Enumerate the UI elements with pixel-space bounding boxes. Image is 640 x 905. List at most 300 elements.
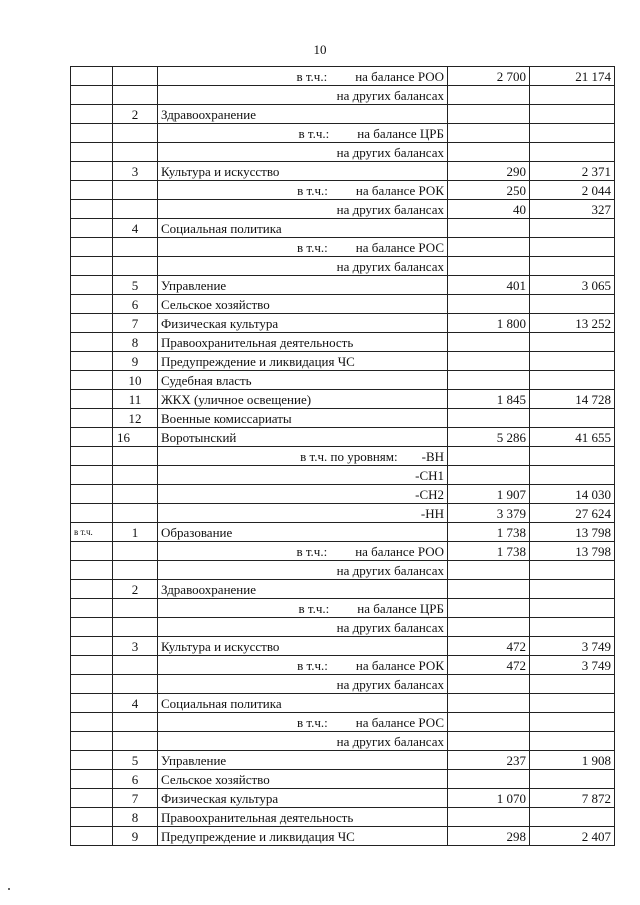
item-number-cell: 6 bbox=[113, 295, 158, 314]
item-label: Воротынский bbox=[161, 429, 237, 445]
item-label-cell bbox=[158, 618, 448, 637]
scope-cell bbox=[71, 314, 113, 333]
table-row bbox=[71, 276, 615, 295]
table-row bbox=[71, 561, 615, 580]
item-number-cell bbox=[113, 599, 158, 618]
item-label: Сельское хозяйство bbox=[161, 771, 270, 787]
table-row bbox=[71, 105, 615, 124]
subtotal-prefix: в т.ч.: bbox=[298, 600, 330, 616]
item-number-cell: 8 bbox=[113, 808, 158, 827]
item-number-cell bbox=[113, 561, 158, 580]
scope-cell bbox=[71, 637, 113, 656]
value-cell-1 bbox=[448, 295, 530, 314]
value-cell-2: 3 749 bbox=[530, 656, 615, 675]
item-label: Здравоохранение bbox=[161, 581, 256, 597]
scope-cell bbox=[71, 580, 113, 599]
item-number-cell: 3 bbox=[113, 637, 158, 656]
item-number-cell bbox=[113, 67, 158, 86]
scope-cell bbox=[71, 124, 113, 143]
value-cell-1 bbox=[448, 694, 530, 713]
item-number-cell bbox=[113, 257, 158, 276]
table-row bbox=[71, 67, 615, 86]
item-number-cell: 16 bbox=[113, 428, 158, 447]
item-label: Социальная политика bbox=[161, 695, 282, 711]
table-row bbox=[71, 485, 615, 504]
item-label-cell bbox=[158, 751, 448, 770]
table-row bbox=[71, 466, 615, 485]
scope-cell bbox=[71, 390, 113, 409]
item-number-cell bbox=[113, 181, 158, 200]
scope-cell bbox=[71, 770, 113, 789]
value-cell-2 bbox=[530, 466, 615, 485]
item-label-cell bbox=[158, 276, 448, 295]
subtotal-prefix: в т.ч.: bbox=[297, 182, 328, 198]
scope-cell bbox=[71, 200, 113, 219]
value-cell-2 bbox=[530, 599, 615, 618]
value-cell-1: 1 070 bbox=[448, 789, 530, 808]
item-number-cell: 9 bbox=[113, 827, 158, 846]
item-label-cell bbox=[158, 713, 448, 732]
table-row bbox=[71, 428, 615, 447]
table-row bbox=[71, 504, 615, 523]
value-cell-1 bbox=[448, 732, 530, 751]
item-number-cell bbox=[113, 656, 158, 675]
value-cell-2: 13 798 bbox=[530, 542, 615, 561]
value-cell-1 bbox=[448, 352, 530, 371]
item-number-cell: 4 bbox=[113, 219, 158, 238]
value-cell-1 bbox=[448, 466, 530, 485]
value-cell-2 bbox=[530, 580, 615, 599]
item-label: Военные комиссариаты bbox=[161, 410, 292, 426]
value-cell-2: 27 624 bbox=[530, 504, 615, 523]
value-cell-2: 21 174 bbox=[530, 67, 615, 86]
item-label: Управление bbox=[161, 752, 227, 768]
value-cell-2: 2 044 bbox=[530, 181, 615, 200]
value-cell-2: 2 371 bbox=[530, 162, 615, 181]
value-cell-1 bbox=[448, 105, 530, 124]
item-label: на балансе ЦРБ bbox=[357, 600, 444, 616]
value-cell-2 bbox=[530, 675, 615, 694]
value-cell-1 bbox=[448, 618, 530, 637]
value-cell-1: 250 bbox=[448, 181, 530, 200]
table-row bbox=[71, 143, 615, 162]
table-row bbox=[71, 314, 615, 333]
item-label-cell bbox=[158, 200, 448, 219]
item-label-cell bbox=[158, 447, 448, 466]
item-number-cell bbox=[113, 238, 158, 257]
table-row bbox=[71, 219, 615, 238]
item-label: на других балансах bbox=[336, 201, 444, 217]
value-cell-2: 1 908 bbox=[530, 751, 615, 770]
item-number-cell: 5 bbox=[113, 276, 158, 295]
item-number-cell bbox=[113, 143, 158, 162]
table-row bbox=[71, 808, 615, 827]
value-cell-1: 1 845 bbox=[448, 390, 530, 409]
value-cell-1 bbox=[448, 713, 530, 732]
item-label-cell bbox=[158, 675, 448, 694]
value-cell-1 bbox=[448, 561, 530, 580]
scope-cell bbox=[71, 181, 113, 200]
value-cell-1: 298 bbox=[448, 827, 530, 846]
item-label: Социальная политика bbox=[161, 220, 282, 236]
value-cell-2: 13 798 bbox=[530, 523, 615, 542]
item-label: Культура и искусство bbox=[161, 638, 280, 654]
item-label: -СН2 bbox=[415, 486, 444, 502]
scope-cell bbox=[71, 561, 113, 580]
item-label: на других балансах bbox=[336, 619, 444, 635]
scope-cell bbox=[71, 808, 113, 827]
item-label-cell bbox=[158, 485, 448, 504]
item-number-cell: 12 bbox=[113, 409, 158, 428]
table-row bbox=[71, 656, 615, 675]
subtotal-prefix: в т.ч.: bbox=[298, 125, 330, 141]
item-number-cell bbox=[113, 86, 158, 105]
item-label-cell bbox=[158, 86, 448, 105]
table-row bbox=[71, 618, 615, 637]
table-row bbox=[71, 371, 615, 390]
value-cell-1 bbox=[448, 257, 530, 276]
scope-cell bbox=[71, 219, 113, 238]
value-cell-1: 1 738 bbox=[448, 542, 530, 561]
scope-cell bbox=[71, 276, 113, 295]
item-number-cell: 11 bbox=[113, 390, 158, 409]
item-label: Правоохранительная деятельность bbox=[161, 334, 354, 350]
scope-cell bbox=[71, 485, 113, 504]
item-label-cell bbox=[158, 428, 448, 447]
value-cell-2 bbox=[530, 257, 615, 276]
item-label-cell bbox=[158, 656, 448, 675]
item-label-cell bbox=[158, 599, 448, 618]
table-row bbox=[71, 200, 615, 219]
item-label: на балансе РОК bbox=[355, 657, 444, 673]
item-number-cell bbox=[113, 485, 158, 504]
table-row bbox=[71, 789, 615, 808]
item-number-cell bbox=[113, 200, 158, 219]
scope-cell bbox=[71, 618, 113, 637]
value-cell-1: 40 bbox=[448, 200, 530, 219]
item-label: Сельское хозяйство bbox=[161, 296, 270, 312]
item-label: -ВН bbox=[421, 448, 444, 464]
scope-cell bbox=[71, 732, 113, 751]
table-row bbox=[71, 333, 615, 352]
item-label-cell bbox=[158, 732, 448, 751]
table-row bbox=[71, 751, 615, 770]
item-label-cell bbox=[158, 789, 448, 808]
table-row bbox=[71, 599, 615, 618]
scan-speck bbox=[8, 888, 10, 890]
scope-cell bbox=[71, 409, 113, 428]
value-cell-2 bbox=[530, 124, 615, 143]
item-label-cell bbox=[158, 333, 448, 352]
table-row bbox=[71, 827, 615, 846]
value-cell-1 bbox=[448, 447, 530, 466]
subtotal-prefix: в т.ч. по уровням: bbox=[300, 448, 398, 464]
value-cell-2 bbox=[530, 105, 615, 124]
value-cell-2 bbox=[530, 143, 615, 162]
value-cell-2 bbox=[530, 732, 615, 751]
item-label: Физическая культура bbox=[161, 315, 279, 331]
table-row bbox=[71, 523, 615, 542]
item-label-cell bbox=[158, 371, 448, 390]
value-cell-1 bbox=[448, 219, 530, 238]
scope-cell bbox=[71, 371, 113, 390]
value-cell-1 bbox=[448, 143, 530, 162]
item-number-cell: 5 bbox=[113, 751, 158, 770]
value-cell-1: 401 bbox=[448, 276, 530, 295]
item-label: на других балансах bbox=[336, 733, 444, 749]
item-label-cell bbox=[158, 352, 448, 371]
value-cell-2 bbox=[530, 409, 615, 428]
item-label-cell bbox=[158, 523, 448, 542]
value-cell-2 bbox=[530, 219, 615, 238]
item-label-cell bbox=[158, 105, 448, 124]
item-number-cell: 2 bbox=[113, 580, 158, 599]
item-number-cell bbox=[113, 713, 158, 732]
value-cell-2: 7 872 bbox=[530, 789, 615, 808]
scope-cell bbox=[71, 713, 113, 732]
value-cell-1: 237 bbox=[448, 751, 530, 770]
item-number-cell: 8 bbox=[113, 333, 158, 352]
item-label: на балансе РОС bbox=[355, 239, 444, 255]
value-cell-1 bbox=[448, 371, 530, 390]
item-label: Предупреждение и ликвидация ЧС bbox=[161, 353, 355, 369]
item-label-cell bbox=[158, 694, 448, 713]
item-label-cell bbox=[158, 238, 448, 257]
value-cell-1 bbox=[448, 86, 530, 105]
value-cell-2: 3 749 bbox=[530, 637, 615, 656]
item-label: Управление bbox=[161, 277, 227, 293]
subtotal-prefix: в т.ч.: bbox=[297, 657, 328, 673]
item-label-cell bbox=[158, 219, 448, 238]
item-label-cell bbox=[158, 162, 448, 181]
item-number-cell: 4 bbox=[113, 694, 158, 713]
value-cell-1: 472 bbox=[448, 637, 530, 656]
item-label-cell bbox=[158, 504, 448, 523]
value-cell-1: 3 379 bbox=[448, 504, 530, 523]
item-number-cell bbox=[113, 447, 158, 466]
table-row bbox=[71, 352, 615, 371]
table-row bbox=[71, 580, 615, 599]
value-cell-1 bbox=[448, 333, 530, 352]
item-label: на балансе РОО bbox=[355, 68, 444, 84]
scope-cell bbox=[71, 751, 113, 770]
subtotal-prefix: в т.ч.: bbox=[297, 714, 328, 730]
value-cell-2 bbox=[530, 561, 615, 580]
table-row bbox=[71, 295, 615, 314]
scope-cell bbox=[71, 67, 113, 86]
item-label-cell bbox=[158, 295, 448, 314]
table-row bbox=[71, 390, 615, 409]
item-label-cell bbox=[158, 390, 448, 409]
value-cell-2 bbox=[530, 371, 615, 390]
scope-cell bbox=[71, 428, 113, 447]
value-cell-2 bbox=[530, 238, 615, 257]
table-row bbox=[71, 770, 615, 789]
item-label: на других балансах bbox=[336, 258, 444, 274]
value-cell-2: 14 728 bbox=[530, 390, 615, 409]
value-cell-1: 1 800 bbox=[448, 314, 530, 333]
value-cell-1 bbox=[448, 124, 530, 143]
scope-cell bbox=[71, 675, 113, 694]
item-label: Судебная власть bbox=[161, 372, 252, 388]
item-label-cell bbox=[158, 561, 448, 580]
scope-cell bbox=[71, 542, 113, 561]
item-label: Правоохранительная деятельность bbox=[161, 809, 354, 825]
value-cell-2: 41 655 bbox=[530, 428, 615, 447]
value-cell-2: 3 065 bbox=[530, 276, 615, 295]
scope-cell bbox=[71, 295, 113, 314]
item-number-cell: 10 bbox=[113, 371, 158, 390]
scope-cell bbox=[71, 656, 113, 675]
scope-cell: в т.ч. bbox=[71, 523, 113, 542]
value-cell-2 bbox=[530, 618, 615, 637]
value-cell-2 bbox=[530, 713, 615, 732]
item-label-cell bbox=[158, 770, 448, 789]
scope-cell bbox=[71, 599, 113, 618]
item-label-cell bbox=[158, 181, 448, 200]
table-row bbox=[71, 162, 615, 181]
value-cell-1: 2 700 bbox=[448, 67, 530, 86]
page-number: 10 bbox=[313, 42, 327, 57]
item-number-cell bbox=[113, 675, 158, 694]
scope-cell bbox=[71, 105, 113, 124]
budget-table bbox=[70, 66, 615, 846]
item-number-cell: 3 bbox=[113, 162, 158, 181]
value-cell-1 bbox=[448, 675, 530, 694]
item-label-cell bbox=[158, 124, 448, 143]
item-label: -НН bbox=[420, 505, 444, 521]
item-number-cell: 7 bbox=[113, 314, 158, 333]
scope-cell bbox=[71, 162, 113, 181]
item-label: Здравоохранение bbox=[161, 106, 256, 122]
item-number-cell bbox=[113, 542, 158, 561]
item-label-cell bbox=[158, 808, 448, 827]
value-cell-2 bbox=[530, 808, 615, 827]
scope-cell bbox=[71, 694, 113, 713]
item-label-cell bbox=[158, 637, 448, 656]
item-number-cell bbox=[113, 732, 158, 751]
item-label-cell bbox=[158, 67, 448, 86]
item-number-cell: 2 bbox=[113, 105, 158, 124]
scope-cell bbox=[71, 333, 113, 352]
scope-cell bbox=[71, 827, 113, 846]
value-cell-1: 5 286 bbox=[448, 428, 530, 447]
value-cell-2 bbox=[530, 295, 615, 314]
value-cell-1: 290 bbox=[448, 162, 530, 181]
table-row bbox=[71, 124, 615, 143]
subtotal-prefix: в т.ч.: bbox=[296, 68, 328, 84]
value-cell-2 bbox=[530, 447, 615, 466]
item-label-cell bbox=[158, 542, 448, 561]
value-cell-1 bbox=[448, 409, 530, 428]
value-cell-2 bbox=[530, 352, 615, 371]
value-cell-1 bbox=[448, 808, 530, 827]
table-row bbox=[71, 542, 615, 561]
value-cell-1 bbox=[448, 770, 530, 789]
value-cell-1 bbox=[448, 238, 530, 257]
item-label: на балансе ЦРБ bbox=[357, 125, 444, 141]
item-label-cell bbox=[158, 827, 448, 846]
table-row bbox=[71, 713, 615, 732]
value-cell-2 bbox=[530, 333, 615, 352]
item-number-cell bbox=[113, 618, 158, 637]
scope-cell bbox=[71, 86, 113, 105]
value-cell-1: 472 bbox=[448, 656, 530, 675]
item-label: на других балансах bbox=[336, 144, 444, 160]
item-label: на балансе РОС bbox=[355, 714, 444, 730]
scope-cell bbox=[71, 789, 113, 808]
item-number-cell: 1 bbox=[113, 523, 158, 542]
item-number-cell bbox=[113, 466, 158, 485]
item-number-cell bbox=[113, 504, 158, 523]
table-row bbox=[71, 447, 615, 466]
item-label-cell bbox=[158, 257, 448, 276]
subtotal-prefix: в т.ч.: bbox=[297, 239, 328, 255]
table-row bbox=[71, 637, 615, 656]
value-cell-1: 1 738 bbox=[448, 523, 530, 542]
item-label: на других балансах bbox=[336, 87, 444, 103]
table-row bbox=[71, 675, 615, 694]
scope-cell bbox=[71, 447, 113, 466]
value-cell-1 bbox=[448, 599, 530, 618]
table-row bbox=[71, 181, 615, 200]
item-label-cell bbox=[158, 143, 448, 162]
table-row bbox=[71, 86, 615, 105]
value-cell-2: 2 407 bbox=[530, 827, 615, 846]
value-cell-2: 327 bbox=[530, 200, 615, 219]
value-cell-2 bbox=[530, 86, 615, 105]
table-row bbox=[71, 732, 615, 751]
subtotal-prefix: в т.ч.: bbox=[296, 543, 328, 559]
item-label-cell bbox=[158, 466, 448, 485]
scope-cell bbox=[71, 504, 113, 523]
value-cell-1: 1 907 bbox=[448, 485, 530, 504]
item-label-cell bbox=[158, 409, 448, 428]
table-row bbox=[71, 238, 615, 257]
scope-cell bbox=[71, 257, 113, 276]
scope-cell bbox=[71, 466, 113, 485]
scope-cell bbox=[71, 238, 113, 257]
item-label-cell bbox=[158, 580, 448, 599]
item-label: Образование bbox=[161, 524, 233, 540]
item-label: Физическая культура bbox=[161, 790, 279, 806]
value-cell-2 bbox=[530, 770, 615, 789]
item-number-cell: 9 bbox=[113, 352, 158, 371]
table-row bbox=[71, 409, 615, 428]
value-cell-1 bbox=[448, 580, 530, 599]
value-cell-2: 14 030 bbox=[530, 485, 615, 504]
item-label: Предупреждение и ликвидация ЧС bbox=[161, 828, 355, 844]
table-body bbox=[71, 67, 615, 846]
item-number-cell: 7 bbox=[113, 789, 158, 808]
table-row bbox=[71, 257, 615, 276]
value-cell-2: 13 252 bbox=[530, 314, 615, 333]
item-label: Культура и искусство bbox=[161, 163, 280, 179]
item-label: -СН1 bbox=[415, 467, 444, 483]
item-label: на других балансах bbox=[336, 676, 444, 692]
item-label: на балансе РОО bbox=[355, 543, 444, 559]
item-label: ЖКХ (уличное освещение) bbox=[161, 391, 312, 407]
table-row bbox=[71, 694, 615, 713]
item-number-cell: 6 bbox=[113, 770, 158, 789]
item-label: на других балансах bbox=[336, 562, 444, 578]
scope-cell bbox=[71, 352, 113, 371]
item-number-cell bbox=[113, 124, 158, 143]
value-cell-2 bbox=[530, 694, 615, 713]
scope-cell bbox=[71, 143, 113, 162]
item-label: на балансе РОК bbox=[355, 182, 444, 198]
item-label-cell bbox=[158, 314, 448, 333]
